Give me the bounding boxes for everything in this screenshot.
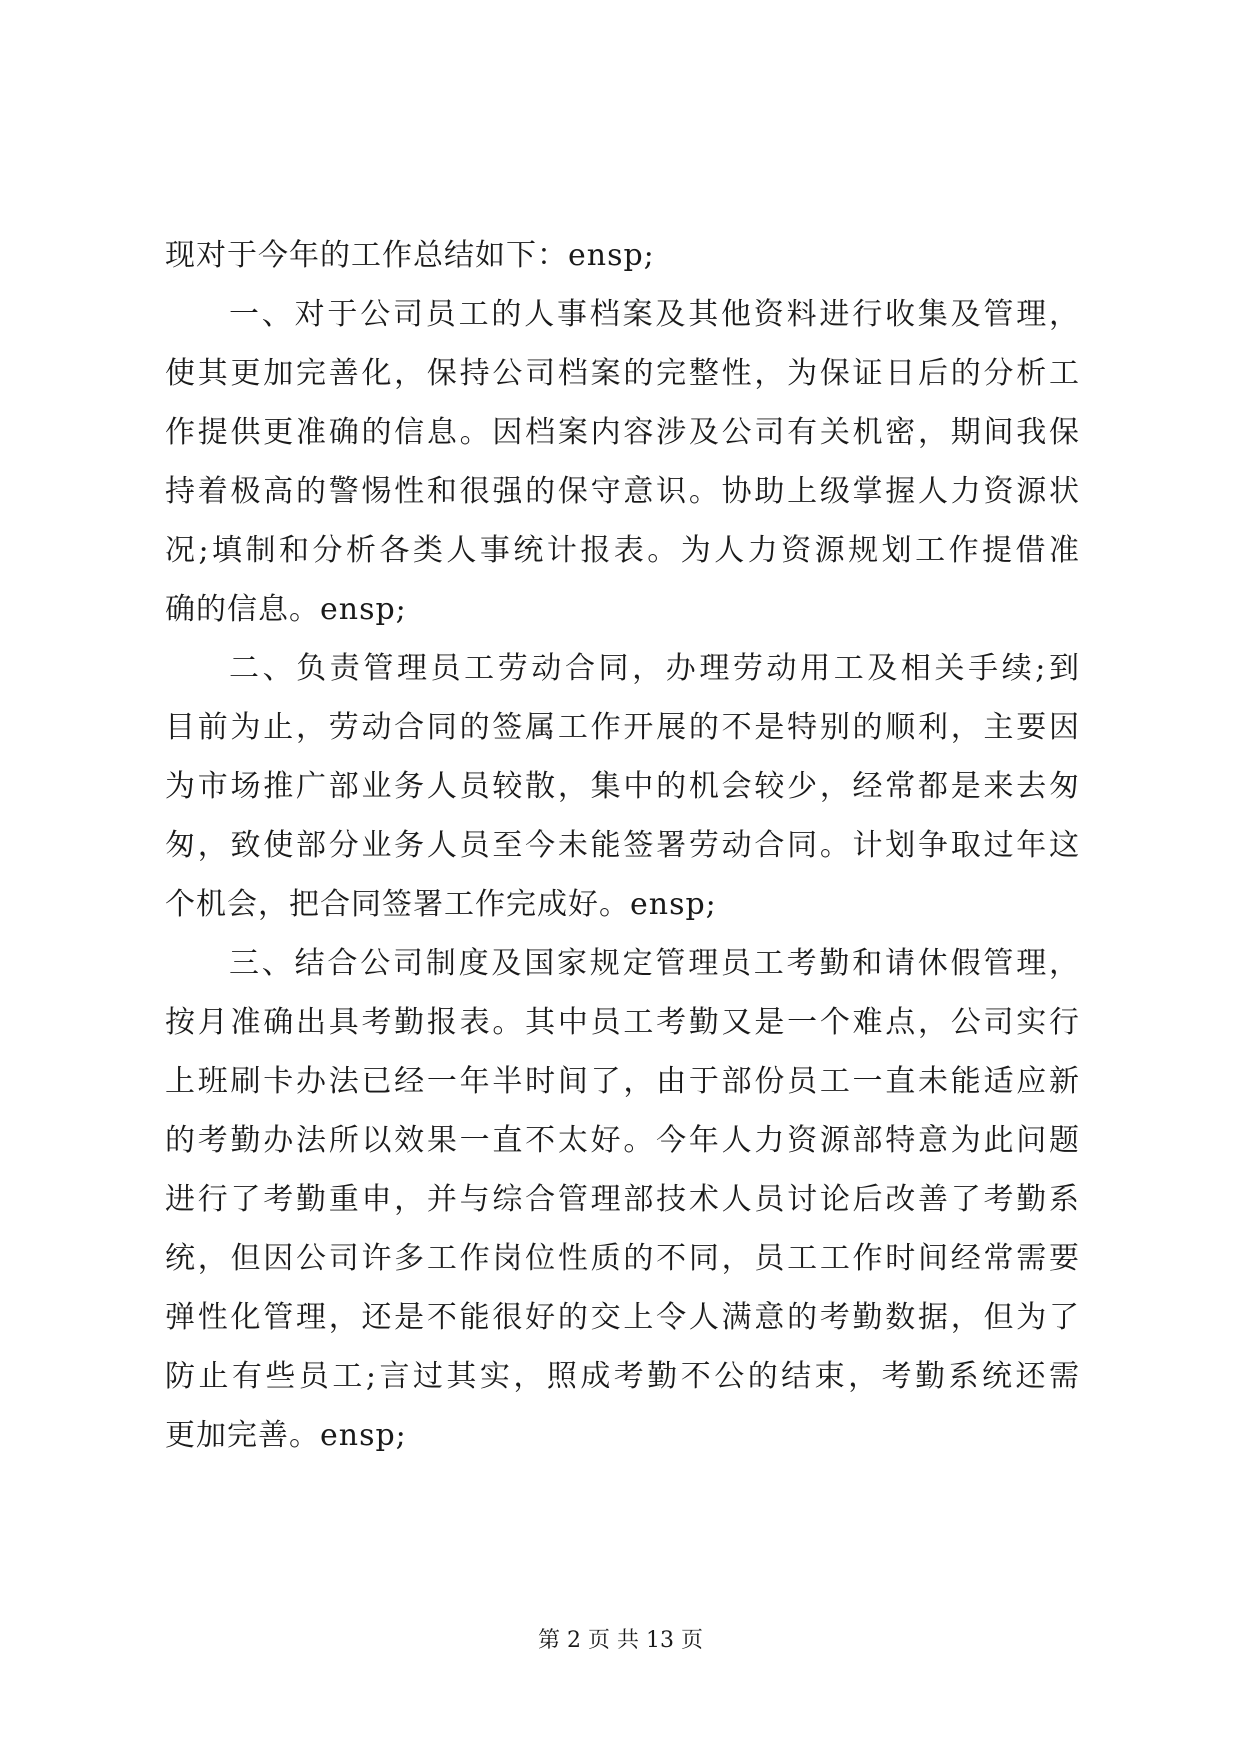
body-line: 防止有些员工;言过其实，照成考勤不公的结束，考勤系统还需 <box>165 1359 1080 1394</box>
paragraph-2-first-line: 二、负责管理员工劳动合同，办理劳动用工及相关手续;到 <box>229 651 1080 686</box>
body-line: 目前为止，劳动合同的签属工作开展的不是特别的顺利，主要因 <box>165 710 1080 745</box>
body-line: 作提供更准确的信息。因档案内容涉及公司有关机密，期间我保 <box>165 415 1080 450</box>
body-line: 为市场推广部业务人员较散，集中的机会较少，经常都是来去匆 <box>165 769 1080 804</box>
body-line: 匆，致使部分业务人员至今未能签署劳动合同。计划争取过年这 <box>165 828 1080 863</box>
body-line: 弹性化管理，还是不能很好的交上令人满意的考勤数据，但为了 <box>165 1300 1080 1335</box>
body-line: 按月准确出具考勤报表。其中员工考勤又是一个难点，公司实行 <box>165 1005 1080 1040</box>
body-line: 的考勤办法所以效果一直不太好。今年人力资源部特意为此问题 <box>165 1123 1080 1158</box>
body-line: 进行了考勤重申，并与综合管理部技术人员讨论后改善了考勤系 <box>165 1182 1080 1217</box>
paragraph-1-first-line: 一、对于公司员工的人事档案及其他资料进行收集及管理， <box>229 297 1080 332</box>
body-line: 个机会，把合同签署工作完成好。ensp; <box>165 887 717 922</box>
body-line: 现对于今年的工作总结如下：ensp; <box>165 238 655 273</box>
body-line: 况;填制和分析各类人事统计报表。为人力资源规划工作提借准 <box>165 533 1080 568</box>
paragraph-3-first-line: 三、结合公司制度及国家规定管理员工考勤和请休假管理， <box>229 946 1080 981</box>
body-line: 使其更加完善化，保持公司档案的完整性，为保证日后的分析工 <box>165 356 1080 391</box>
body-line: 上班刷卡办法已经一年半时间了，由于部份员工一直未能适应新 <box>165 1064 1080 1099</box>
body-line: 持着极高的警惕性和很强的保守意识。协助上级掌握人力资源状 <box>165 474 1080 509</box>
body-line: 确的信息。ensp; <box>165 592 407 627</box>
body-line: 统，但因公司许多工作岗位性质的不同，员工工作时间经常需要 <box>165 1241 1080 1276</box>
document-body <box>165 226 1080 1465</box>
page-number-footer: 第 2 页 共 13 页 <box>538 1628 703 1653</box>
body-line: 更加完善。ensp; <box>165 1418 407 1453</box>
